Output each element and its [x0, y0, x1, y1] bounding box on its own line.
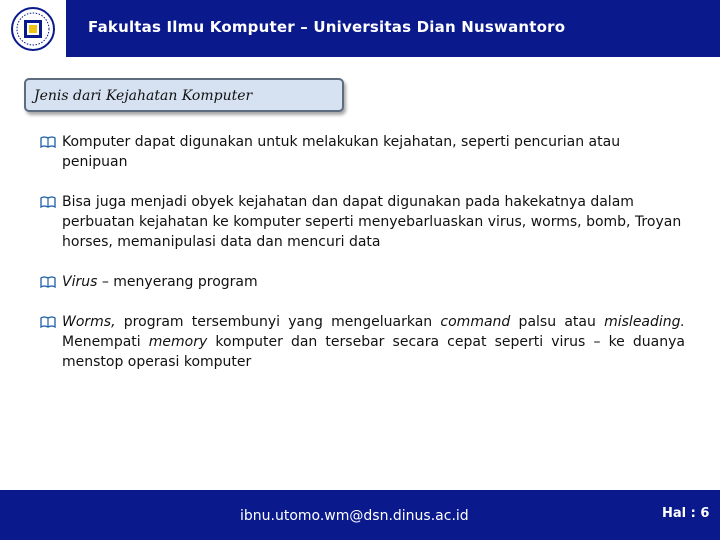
bullet-item [40, 272, 685, 292]
bullet-text-italic: command [440, 314, 511, 330]
bullet-text [62, 274, 258, 290]
footer-email: ibnu.utomo.wm@dsn.dinus.ac.id [240, 508, 469, 524]
section-label: Jenis dari Kejahatan Komputer [24, 78, 344, 112]
book-bullet-icon [40, 276, 56, 288]
bullet-text-segment: komputer dan tersebar secara cepat seperti virus – ke duanya menstop operasi komputer [62, 334, 685, 370]
bullet-text-segment: Bisa juga menjadi obyek kejahatan dan dapat digunakan pada hakekatnya dalam perbuatan kejahatan ke komputer seperti menyebarluaskan virus, worms, bomb, Troyan horses, memanipulasi data dan mencuri data [62, 194, 682, 250]
bullet-text-italic: Virus [62, 274, 98, 290]
bullet-text [62, 134, 620, 170]
bullet-text-italic: misleading. [604, 314, 685, 330]
logo-box [0, 0, 67, 57]
bullet-text-segment: palsu atau [510, 314, 605, 330]
book-bullet-icon [40, 316, 56, 328]
book-bullet-icon [40, 196, 56, 208]
book-bullet-icon [40, 136, 56, 148]
bullet-text [62, 314, 685, 370]
bullet-text-segment: Menempati [62, 334, 149, 350]
university-seal-icon [10, 6, 56, 52]
bullet-item [40, 132, 685, 172]
header-title: Fakultas Ilmu Komputer – Universitas Dian Nuswantoro [88, 18, 566, 36]
bullet-text-segment: program tersembunyi yang mengeluarkan [115, 314, 441, 330]
slide-footer [0, 490, 720, 540]
page-number: Hal : 6 [662, 506, 710, 521]
bullet-list [40, 132, 685, 392]
bullet-text-segment: Komputer dapat digunakan untuk melakukan kejahatan, seperti pencurian atau penipuan [62, 134, 621, 170]
bullet-text [62, 194, 681, 250]
bullet-item [40, 312, 685, 372]
bullet-text-italic: memory [148, 334, 208, 350]
bullet-item [40, 192, 685, 252]
bullet-text-italic: Worms, [62, 314, 116, 330]
bullet-text-segment: – menyerang program [97, 274, 258, 290]
slide-header [0, 0, 720, 57]
